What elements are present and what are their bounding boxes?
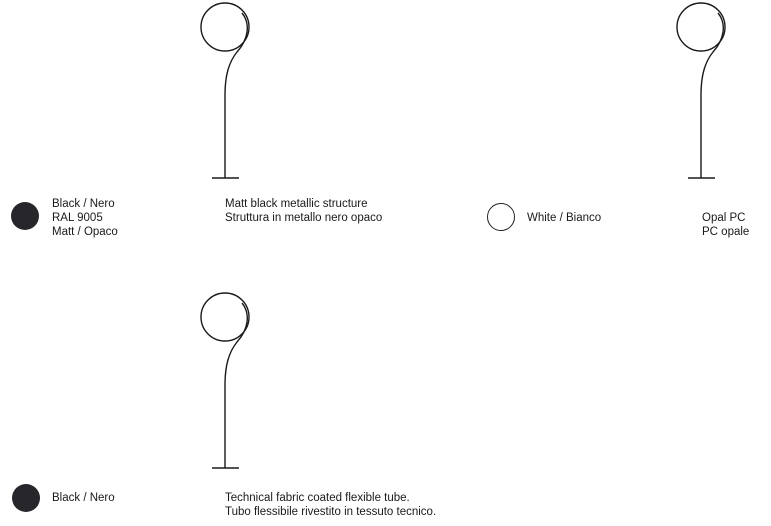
black-ral-finish-label [52, 197, 118, 239]
description-line: Opal PC [702, 212, 746, 224]
lamp-tube-drawing [195, 290, 265, 472]
lamp-diffuser-drawing [671, 0, 741, 182]
finish-line: Black / Nero [52, 198, 115, 210]
white-finish-swatch [487, 203, 515, 231]
description-line: Tubo flessibile rivestito in tessuto tecnico. [225, 506, 437, 518]
finish-line: White / Bianco [527, 212, 602, 224]
description-line: Technical fabric coated flexible tube. [225, 492, 410, 504]
black-finish-swatch [12, 484, 40, 512]
structure-description [225, 197, 382, 225]
black-finish-label [52, 491, 115, 505]
diffuser-description [702, 211, 749, 239]
tube-description [225, 491, 436, 519]
description-line: Struttura in metallo nero opaco [225, 212, 383, 224]
description-line: Matt black metallic structure [225, 198, 368, 210]
finish-line: RAL 9005 [52, 212, 103, 224]
lamp-structure-drawing [195, 0, 265, 182]
finish-line: Black / Nero [52, 492, 115, 504]
finish-line: Matt / Opaco [52, 226, 118, 238]
description-line: PC opale [702, 226, 750, 238]
white-finish-label [527, 211, 601, 225]
black-ral-finish-swatch [11, 202, 39, 230]
